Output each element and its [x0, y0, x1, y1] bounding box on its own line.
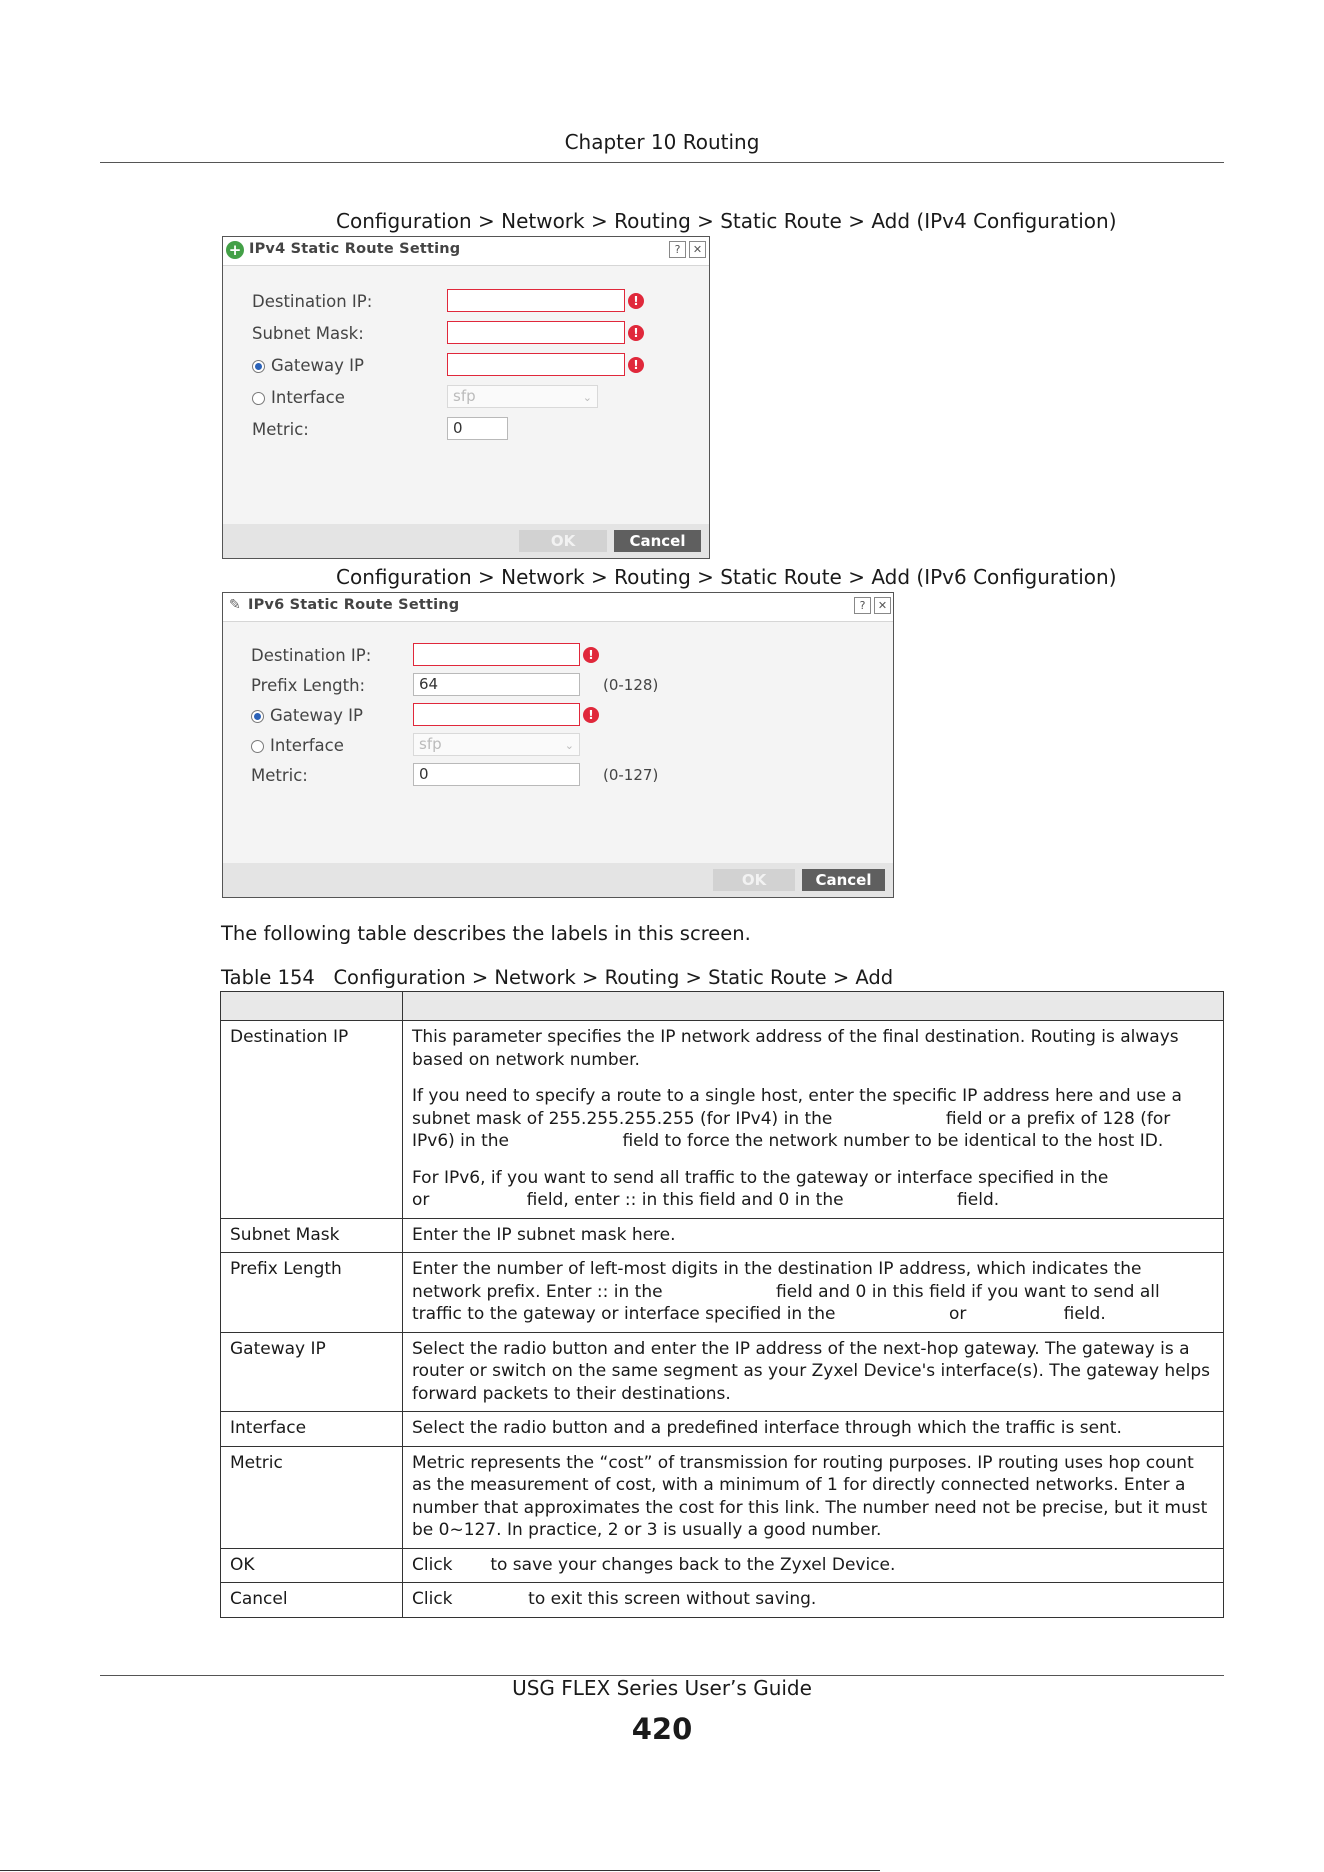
metric-range: (0-127)	[603, 766, 659, 784]
cancel-button[interactable]: Cancel	[614, 530, 701, 552]
gateway-ip-label: Gateway IP	[271, 356, 364, 375]
subnet-mask-input[interactable]	[447, 321, 625, 344]
ok-button[interactable]: OK	[519, 530, 607, 552]
dialog-title-bar	[223, 237, 709, 266]
row-label: Interface	[221, 1412, 403, 1447]
row-label: OK	[221, 1548, 403, 1583]
description-paragraph: Enter the IP subnet mask here.	[412, 1224, 676, 1245]
dialog-title: IPv6 Static Route Setting	[248, 597, 460, 613]
destination-ip-input[interactable]	[413, 643, 580, 666]
add-icon: +	[226, 241, 244, 259]
chevron-down-icon: ⌄	[564, 739, 574, 752]
table-row	[221, 1253, 1224, 1333]
row-label: Gateway IP	[221, 1332, 403, 1412]
help-icon[interactable]: ?	[854, 597, 871, 614]
page-number: 420	[631, 1712, 693, 1746]
edit-icon: ✎	[229, 597, 241, 613]
destination-ip-label: Destination IP:	[251, 646, 372, 665]
table-row	[221, 1446, 1224, 1548]
help-icon[interactable]: ?	[669, 241, 686, 258]
row-description	[403, 1446, 1224, 1548]
error-icon: !	[583, 647, 599, 663]
error-icon: !	[628, 325, 644, 341]
dialog-footer	[223, 524, 709, 558]
guide-title: USG FLEX Series User’s Guide	[512, 1676, 812, 1700]
table-row	[221, 1021, 1224, 1219]
description-paragraph: Metric represents the “cost” of transmission for routing purposes. IP routing uses hop count as the measurement of cost, with a minimum of 1 for directly connected networks. Enter a number that approximates the cost for this link. The number need not be precise, but it must be 0~127. In practice, 2 or 3 is usually a good number.	[412, 1452, 1213, 1540]
gateway-ip-input[interactable]	[447, 353, 625, 376]
row-description	[403, 1332, 1224, 1412]
table-header-cell	[403, 992, 1224, 1021]
description-paragraph: Select the radio button and enter the IP address of the next-hop gateway. The gateway is a router or switch on the same segment as your Zyxel Device's interface(s). The gateway helps forward packets to their destinations.	[412, 1338, 1216, 1404]
interface-radio[interactable]	[251, 740, 264, 753]
row-description	[403, 1583, 1224, 1618]
description-paragraph: If you need to specify a route to a single host, enter the specific IP address here and use a subnet mask of 255.255.255.255 (for IPv4) in the field or a prefix of 128 (for IPv6) in the field to force the network number to be identical to the host ID.	[412, 1086, 1188, 1151]
interface-select-value: sfp	[453, 387, 476, 405]
intro-text: The following table describes the labels in this screen.	[221, 922, 751, 945]
figure-caption-ipv4: Configuration > Network > Routing > Static Route > Add (IPv4 Configuration)	[336, 209, 1117, 233]
error-icon: !	[628, 357, 644, 373]
gateway-ip-input[interactable]	[413, 703, 580, 726]
table-row	[221, 1548, 1224, 1583]
metric-label: Metric:	[251, 766, 308, 785]
prefix-length-input[interactable]: 64	[413, 673, 580, 696]
table-row	[221, 1218, 1224, 1253]
prefix-length-label: Prefix Length:	[251, 676, 366, 695]
metric-input[interactable]: 0	[413, 763, 580, 786]
row-description	[403, 1218, 1224, 1253]
description-paragraph: Click to save your changes back to the Zyxel Device.	[412, 1554, 896, 1575]
interface-select-value: sfp	[419, 735, 442, 753]
gateway-ip-label: Gateway IP	[270, 706, 363, 725]
chapter-header: Chapter 10 Routing	[564, 130, 760, 154]
row-label: Cancel	[221, 1583, 403, 1618]
row-label: Destination IP	[221, 1021, 403, 1219]
interface-select[interactable]	[413, 733, 580, 756]
error-icon: !	[583, 707, 599, 723]
description-paragraph: For IPv6, if you want to send all traffic to the gateway or interface specified in the or field, enter :: in this field and 0 in the field.	[412, 1167, 1222, 1210]
dialog-body	[223, 622, 893, 863]
close-icon[interactable]: ✕	[874, 597, 891, 614]
cancel-button[interactable]: Cancel	[802, 869, 885, 891]
ipv6-static-route-dialog	[222, 592, 894, 898]
interface-label: Interface	[270, 736, 344, 755]
table-caption: Table 154 Configuration > Network > Routing > Static Route > Add	[221, 966, 894, 989]
error-icon: !	[628, 293, 644, 309]
metric-label: Metric:	[252, 420, 309, 439]
description-paragraph: This parameter specifies the IP network address of the final destination. Routing is always based on network number.	[412, 1027, 1185, 1070]
header-rule	[100, 162, 1224, 163]
description-paragraph: Enter the number of left-most digits in the destination IP address, which indicates the network prefix. Enter :: in the field and 0 in this field if you want to send all traffic to the gateway or interface specified in the or field.	[412, 1259, 1166, 1324]
dialog-title: IPv4 Static Route Setting	[249, 241, 461, 257]
subnet-mask-label: Subnet Mask:	[252, 324, 364, 343]
dialog-title-bar	[223, 593, 893, 622]
metric-input[interactable]: 0	[447, 417, 508, 440]
table-header-row	[221, 992, 1224, 1021]
chevron-down-icon: ⌄	[582, 391, 592, 404]
row-description	[403, 1412, 1224, 1447]
dialog-body	[223, 266, 709, 524]
dialog-footer	[223, 863, 893, 897]
row-label: Metric	[221, 1446, 403, 1548]
row-description	[403, 1548, 1224, 1583]
bottom-rule	[0, 1870, 880, 1871]
description-paragraph: Click to exit this screen without saving.	[412, 1589, 817, 1609]
interface-label: Interface	[271, 388, 345, 407]
figure-caption-ipv6: Configuration > Network > Routing > Static Route > Add (IPv6 Configuration)	[336, 565, 1117, 589]
table-row	[221, 1412, 1224, 1447]
destination-ip-input[interactable]	[447, 289, 625, 312]
description-paragraph: Select the radio button and a predefined interface through which the traffic is sent.	[412, 1418, 1122, 1438]
table-row	[221, 1332, 1224, 1412]
label-description-table	[220, 991, 1224, 1618]
row-description	[403, 1021, 1224, 1219]
interface-select[interactable]	[447, 385, 598, 408]
interface-radio[interactable]	[252, 392, 265, 405]
gateway-ip-radio[interactable]	[251, 710, 264, 723]
ok-button[interactable]: OK	[713, 869, 795, 891]
table-row	[221, 1583, 1224, 1618]
close-icon[interactable]: ✕	[689, 241, 706, 258]
ipv4-static-route-dialog	[222, 236, 710, 559]
row-label: Prefix Length	[221, 1253, 403, 1333]
destination-ip-label: Destination IP:	[252, 292, 373, 311]
row-label: Subnet Mask	[221, 1218, 403, 1253]
prefix-range: (0-128)	[603, 676, 659, 694]
row-description	[403, 1253, 1224, 1333]
table-header-cell	[221, 992, 403, 1021]
gateway-ip-radio[interactable]	[252, 360, 265, 373]
